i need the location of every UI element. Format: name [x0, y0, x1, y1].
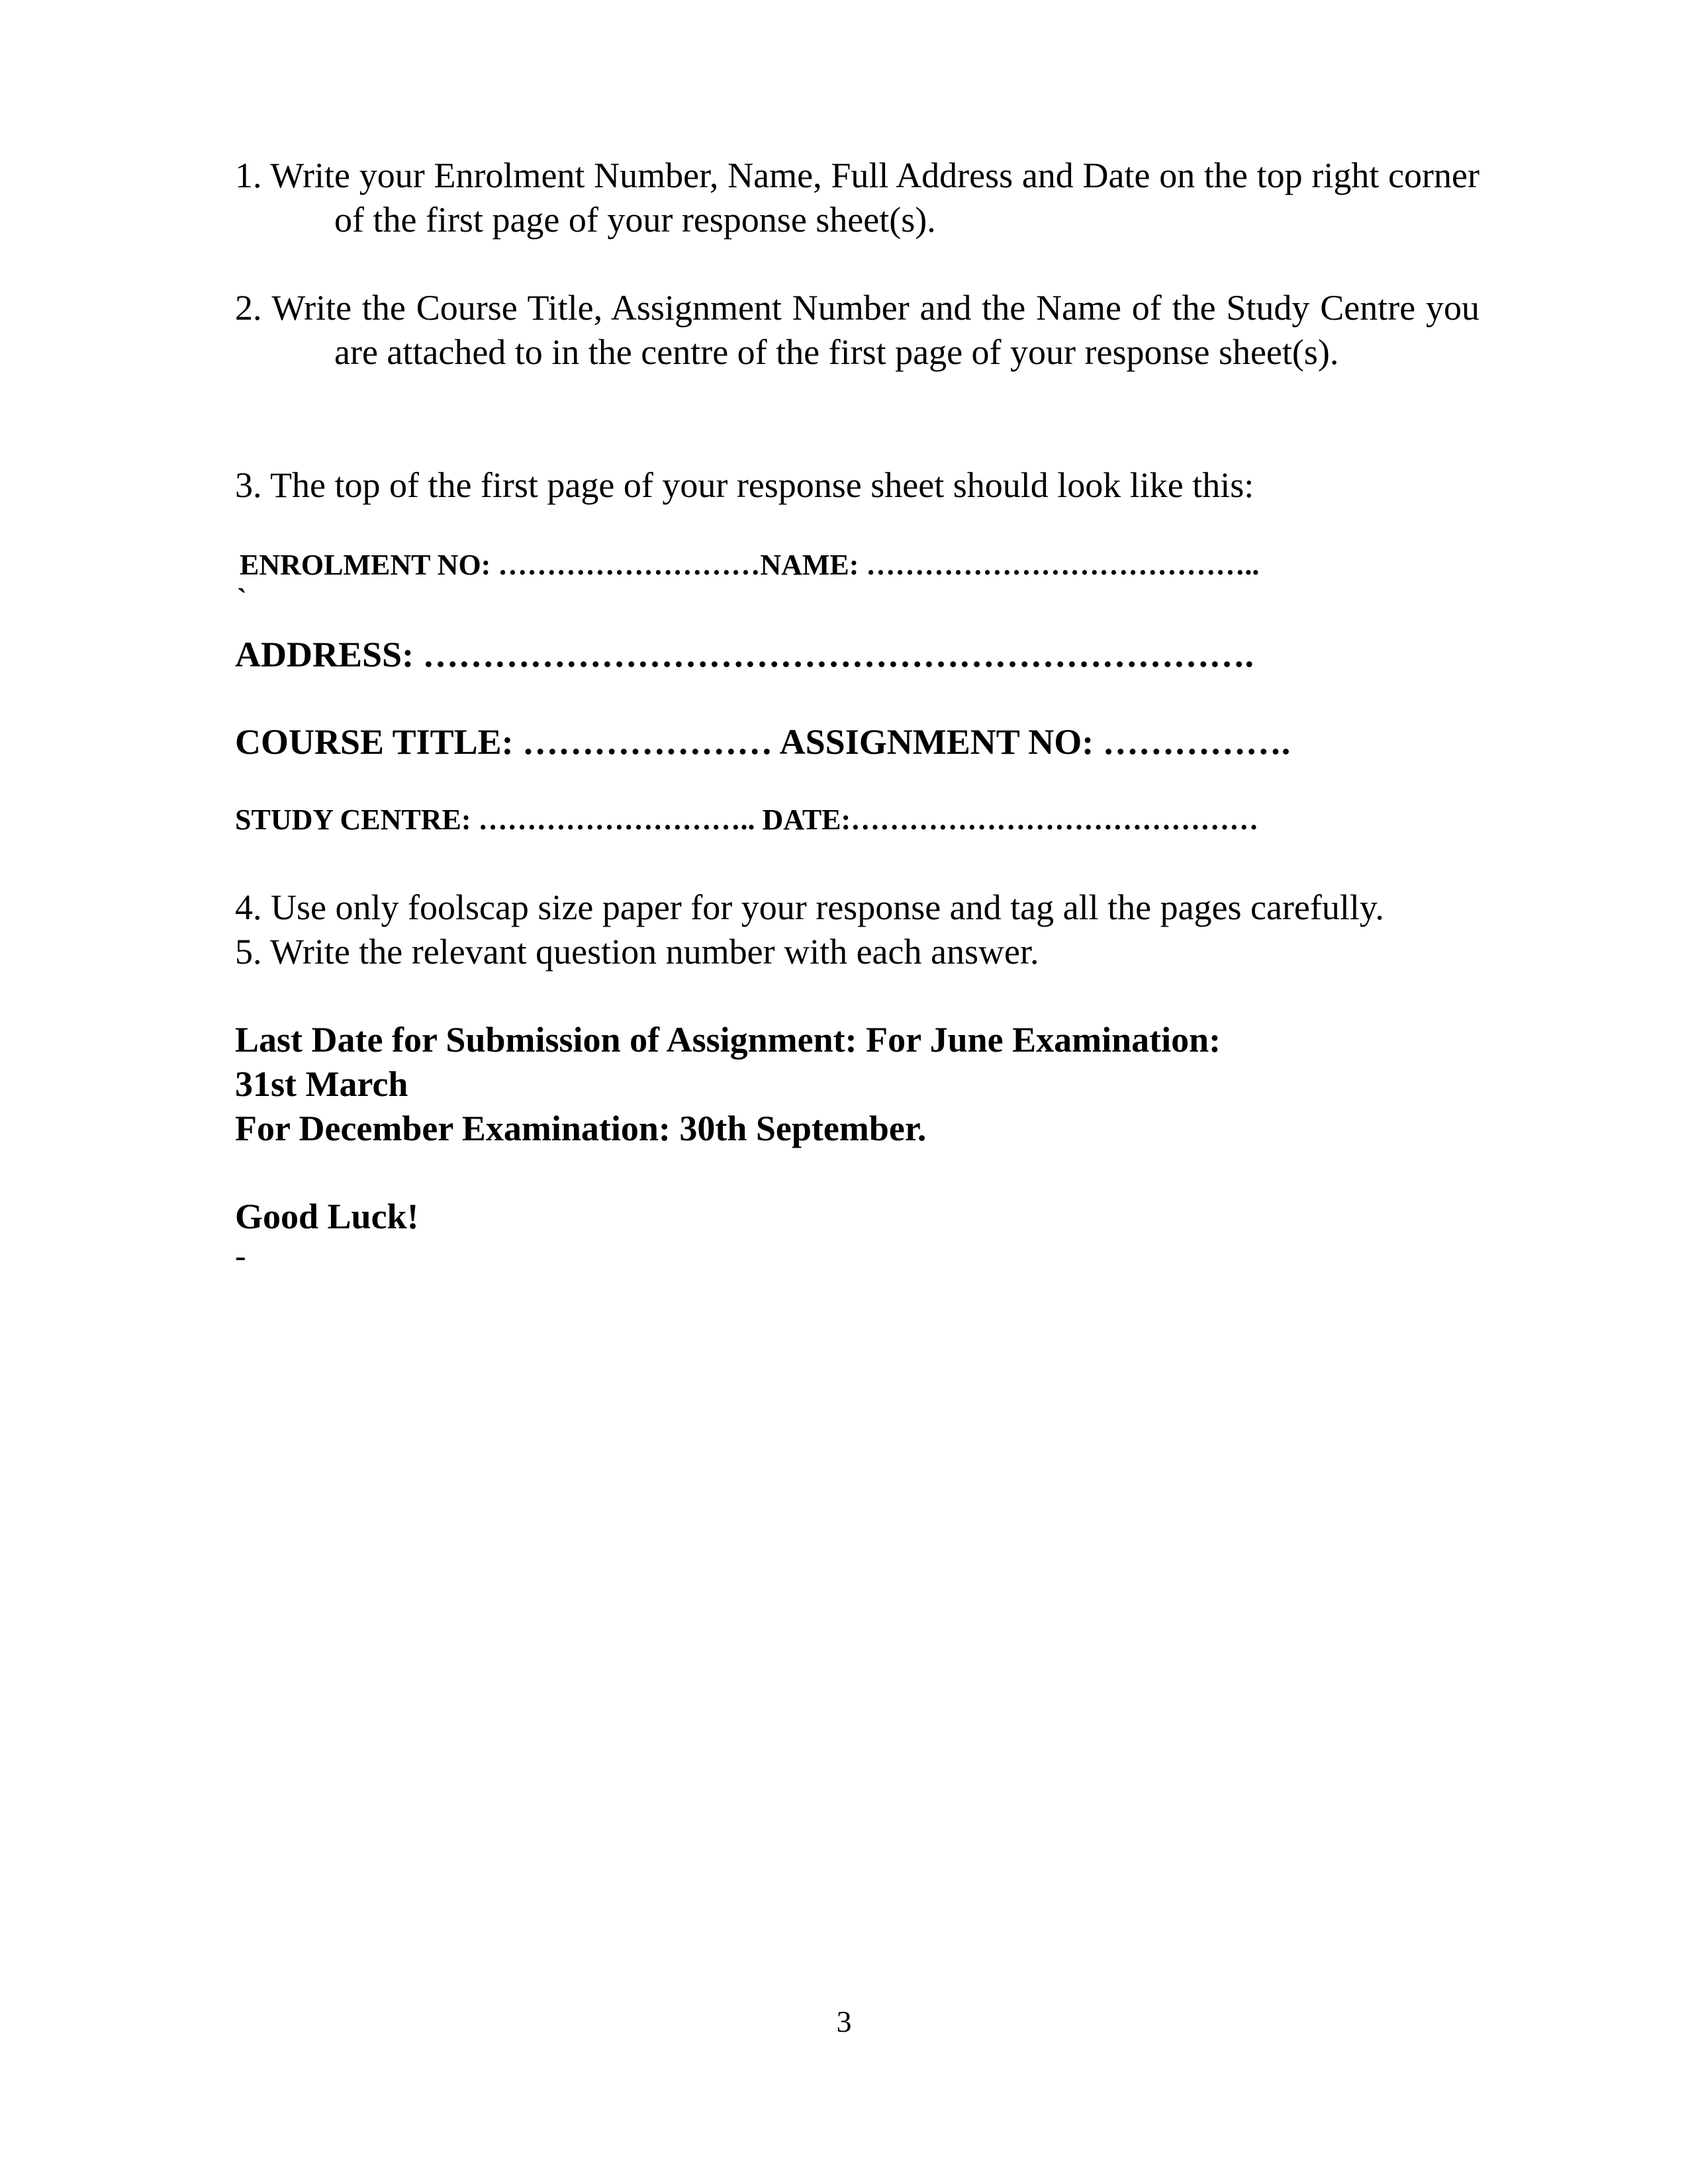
address-line: ADDRESS: …………………………………………………………….: [235, 635, 1254, 674]
closing-text: Good Luck!: [235, 1197, 419, 1236]
page-number: 3: [836, 2005, 852, 2038]
instruction-text: 1. Write your Enrolment Number, Name, Full Address and Date on the top right corner of the first page of your response sheet(s).: [235, 156, 1479, 240]
instruction-5: [235, 930, 1479, 974]
instruction-1: [235, 154, 1479, 242]
instruction-2: [235, 286, 1479, 375]
instruction-text: 4. Use only foolscap size paper for your response and tag all the pages carefully.: [235, 887, 1384, 927]
dash-mark: -: [235, 1237, 246, 1274]
instruction-4: [235, 886, 1479, 930]
instruction-3: [235, 463, 1479, 508]
instruction-text: 2. Write the Course Title, Assignment Number and the Name of the Study Centre you are attached to in the centre of the first page of your response sheet(s).: [235, 288, 1479, 372]
instruction-text: 3. The top of the first page of your response sheet should look like this:: [235, 465, 1254, 505]
deadline-line-1: Last Date for Submission of Assignment: For June Examination:: [235, 1020, 1221, 1060]
course-assignment-line: COURSE TITLE: ………………… ASSIGNMENT NO: …………….: [235, 722, 1291, 762]
enrolment-name-line: ENROLMENT NO: ………………………NAME: …………………………………..: [240, 549, 1260, 581]
deadline-line-3: For December Examination: 30th September.: [235, 1109, 927, 1148]
study-centre-date-line: STUDY CENTRE: ……………………….. DATE:……………………………………: [235, 803, 1259, 836]
instruction-text: 5. Write the relevant question number with each answer.: [235, 932, 1039, 972]
deadline-line-2: 31st March: [235, 1064, 408, 1104]
stray-mark: `: [237, 583, 247, 615]
